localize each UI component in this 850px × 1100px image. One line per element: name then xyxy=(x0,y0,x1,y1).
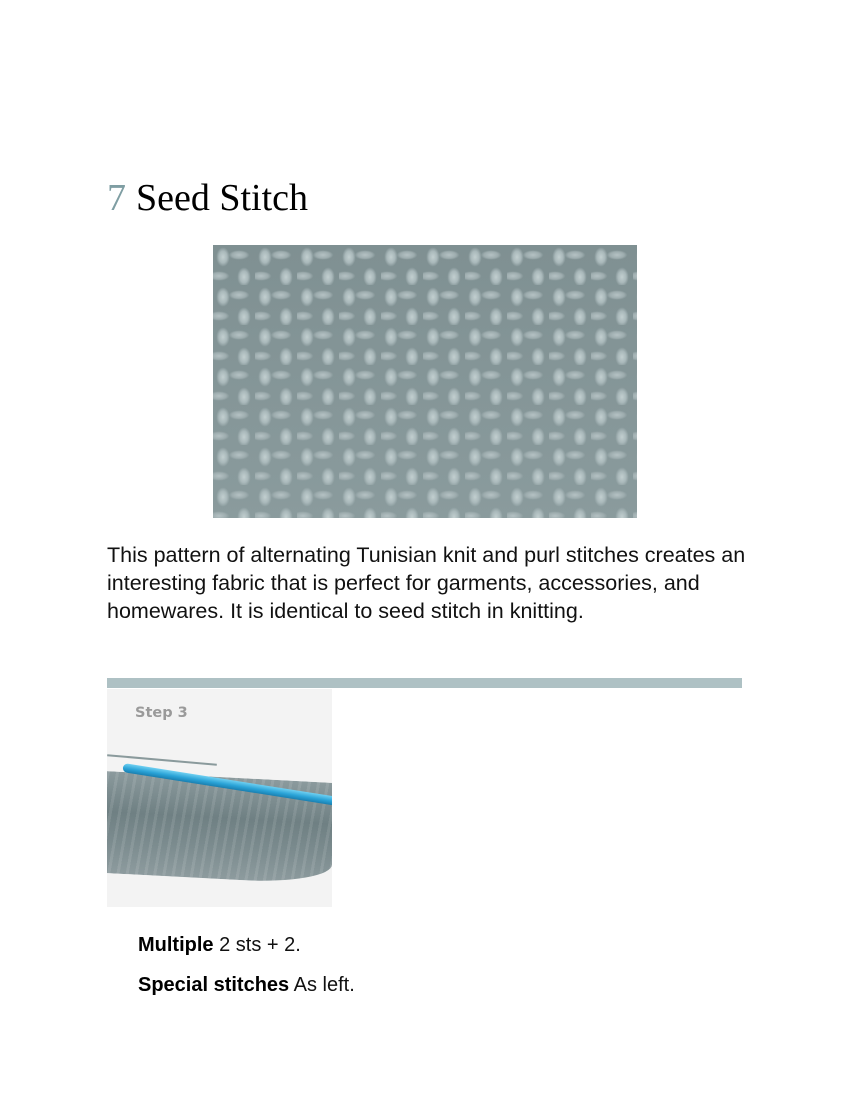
spec-label: Special stitches xyxy=(138,974,290,996)
section-number: 7 xyxy=(107,177,126,219)
spec-value: 2 sts + 2. xyxy=(219,934,301,956)
step-image xyxy=(107,689,332,907)
spec-label: Multiple xyxy=(138,934,214,956)
spec-value: As left. xyxy=(293,974,355,996)
spec-special-stitches xyxy=(138,973,355,997)
description-paragraph: This pattern of alternating Tunisian knit and purl stitches creates an interesting fabric that is perfect for garments, accessories, and homewares. It is identical to seed stitch in knitting. xyxy=(107,543,746,623)
seed-stitch-swatch-image xyxy=(213,245,637,518)
crochet-fabric xyxy=(107,771,332,885)
spec-multiple xyxy=(138,933,301,957)
section-divider xyxy=(107,678,742,688)
step-label: Step 3 xyxy=(135,705,188,721)
section-title: Seed Stitch xyxy=(136,177,309,219)
page-title xyxy=(107,176,308,220)
